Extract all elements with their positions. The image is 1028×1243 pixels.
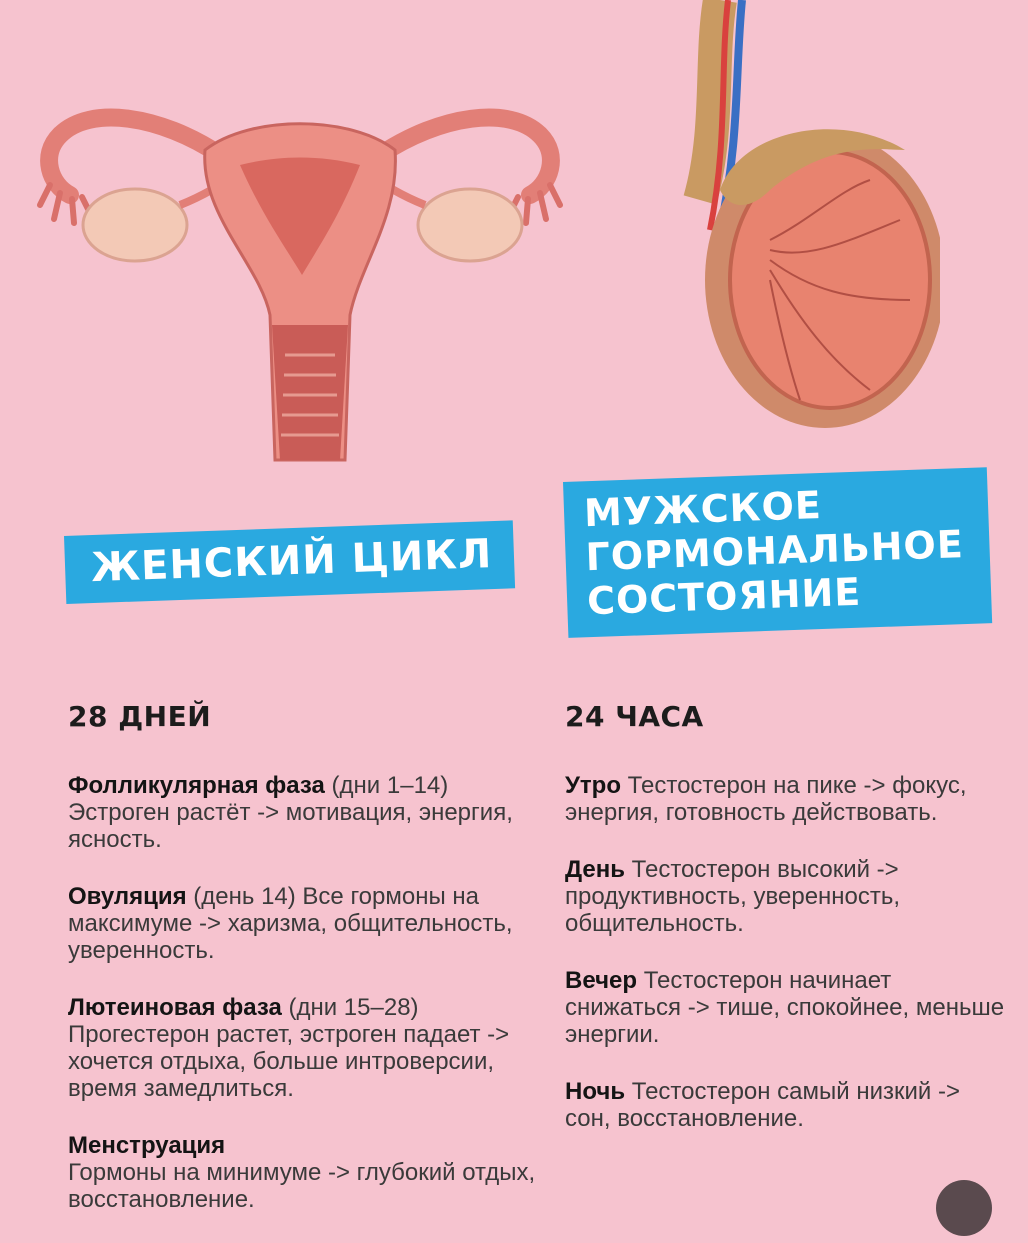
phase-entry bbox=[68, 772, 538, 853]
phase-name: Лютеиновая фаза bbox=[68, 994, 282, 1021]
male-column bbox=[565, 700, 1005, 1162]
time-text: Тестостерон начинает снижаться -> тише, спокойнее, меньше энергии. bbox=[565, 967, 1005, 1048]
male-title-line: ГОРМОНАЛЬНОЕ bbox=[584, 522, 965, 580]
phase-name: Фолликулярная фаза bbox=[68, 772, 325, 799]
scroll-button[interactable] bbox=[936, 1180, 992, 1236]
phase-text: Прогестерон растет, эстроген падает -> хочется отдыха, больше интроверсии, время замедлиться. bbox=[68, 1021, 510, 1102]
phase-text: Все гормоны на максимуме -> харизма, общительность, уверенность. bbox=[68, 883, 513, 964]
phase-days: (дни 1–14) bbox=[324, 772, 449, 799]
phase-text: Гормоны на минимуме -> глубокий отдых, восстановление. bbox=[68, 1159, 536, 1213]
testis-illustration bbox=[680, 0, 940, 440]
time-name: День bbox=[565, 856, 625, 883]
phase-name: Овуляция bbox=[68, 883, 187, 910]
phase-entry bbox=[68, 1132, 538, 1213]
male-title-line: СОСТОЯНИЕ bbox=[586, 569, 862, 624]
phase-entry bbox=[68, 883, 538, 964]
female-column bbox=[68, 700, 538, 1243]
time-entry bbox=[565, 856, 1005, 937]
time-name: Утро bbox=[565, 772, 622, 799]
time-text: Тестостерон высокий -> продуктивность, уверенность, общительность. bbox=[565, 856, 901, 937]
phase-entry bbox=[68, 994, 538, 1102]
female-period-heading: 28 ДНЕЙ bbox=[68, 700, 212, 733]
time-name: Ночь bbox=[565, 1078, 626, 1105]
time-text: Тестостерон на пике -> фокус, энергия, готовность действовать. bbox=[565, 772, 967, 826]
female-cycle-title: ЖЕНСКИЙ ЦИКЛ bbox=[64, 520, 515, 604]
time-entry bbox=[565, 967, 1005, 1048]
time-entry bbox=[565, 1078, 1005, 1132]
male-hormones-title bbox=[563, 467, 992, 638]
time-name: Вечер bbox=[565, 967, 638, 994]
time-text: Тестостерон самый низкий -> сон, восстановление. bbox=[565, 1078, 961, 1132]
time-entry bbox=[565, 772, 1005, 826]
phase-days: (день 14) bbox=[186, 883, 296, 910]
phase-days: (дни 15–28) bbox=[281, 994, 419, 1021]
uterus-illustration bbox=[30, 95, 590, 475]
phase-name: Менструация bbox=[68, 1132, 226, 1159]
phase-text: Эстроген растёт -> мотивация, энергия, ясность. bbox=[68, 799, 513, 853]
male-title-line: МУЖСКОЕ bbox=[583, 482, 823, 536]
male-period-heading: 24 ЧАСА bbox=[565, 700, 704, 733]
